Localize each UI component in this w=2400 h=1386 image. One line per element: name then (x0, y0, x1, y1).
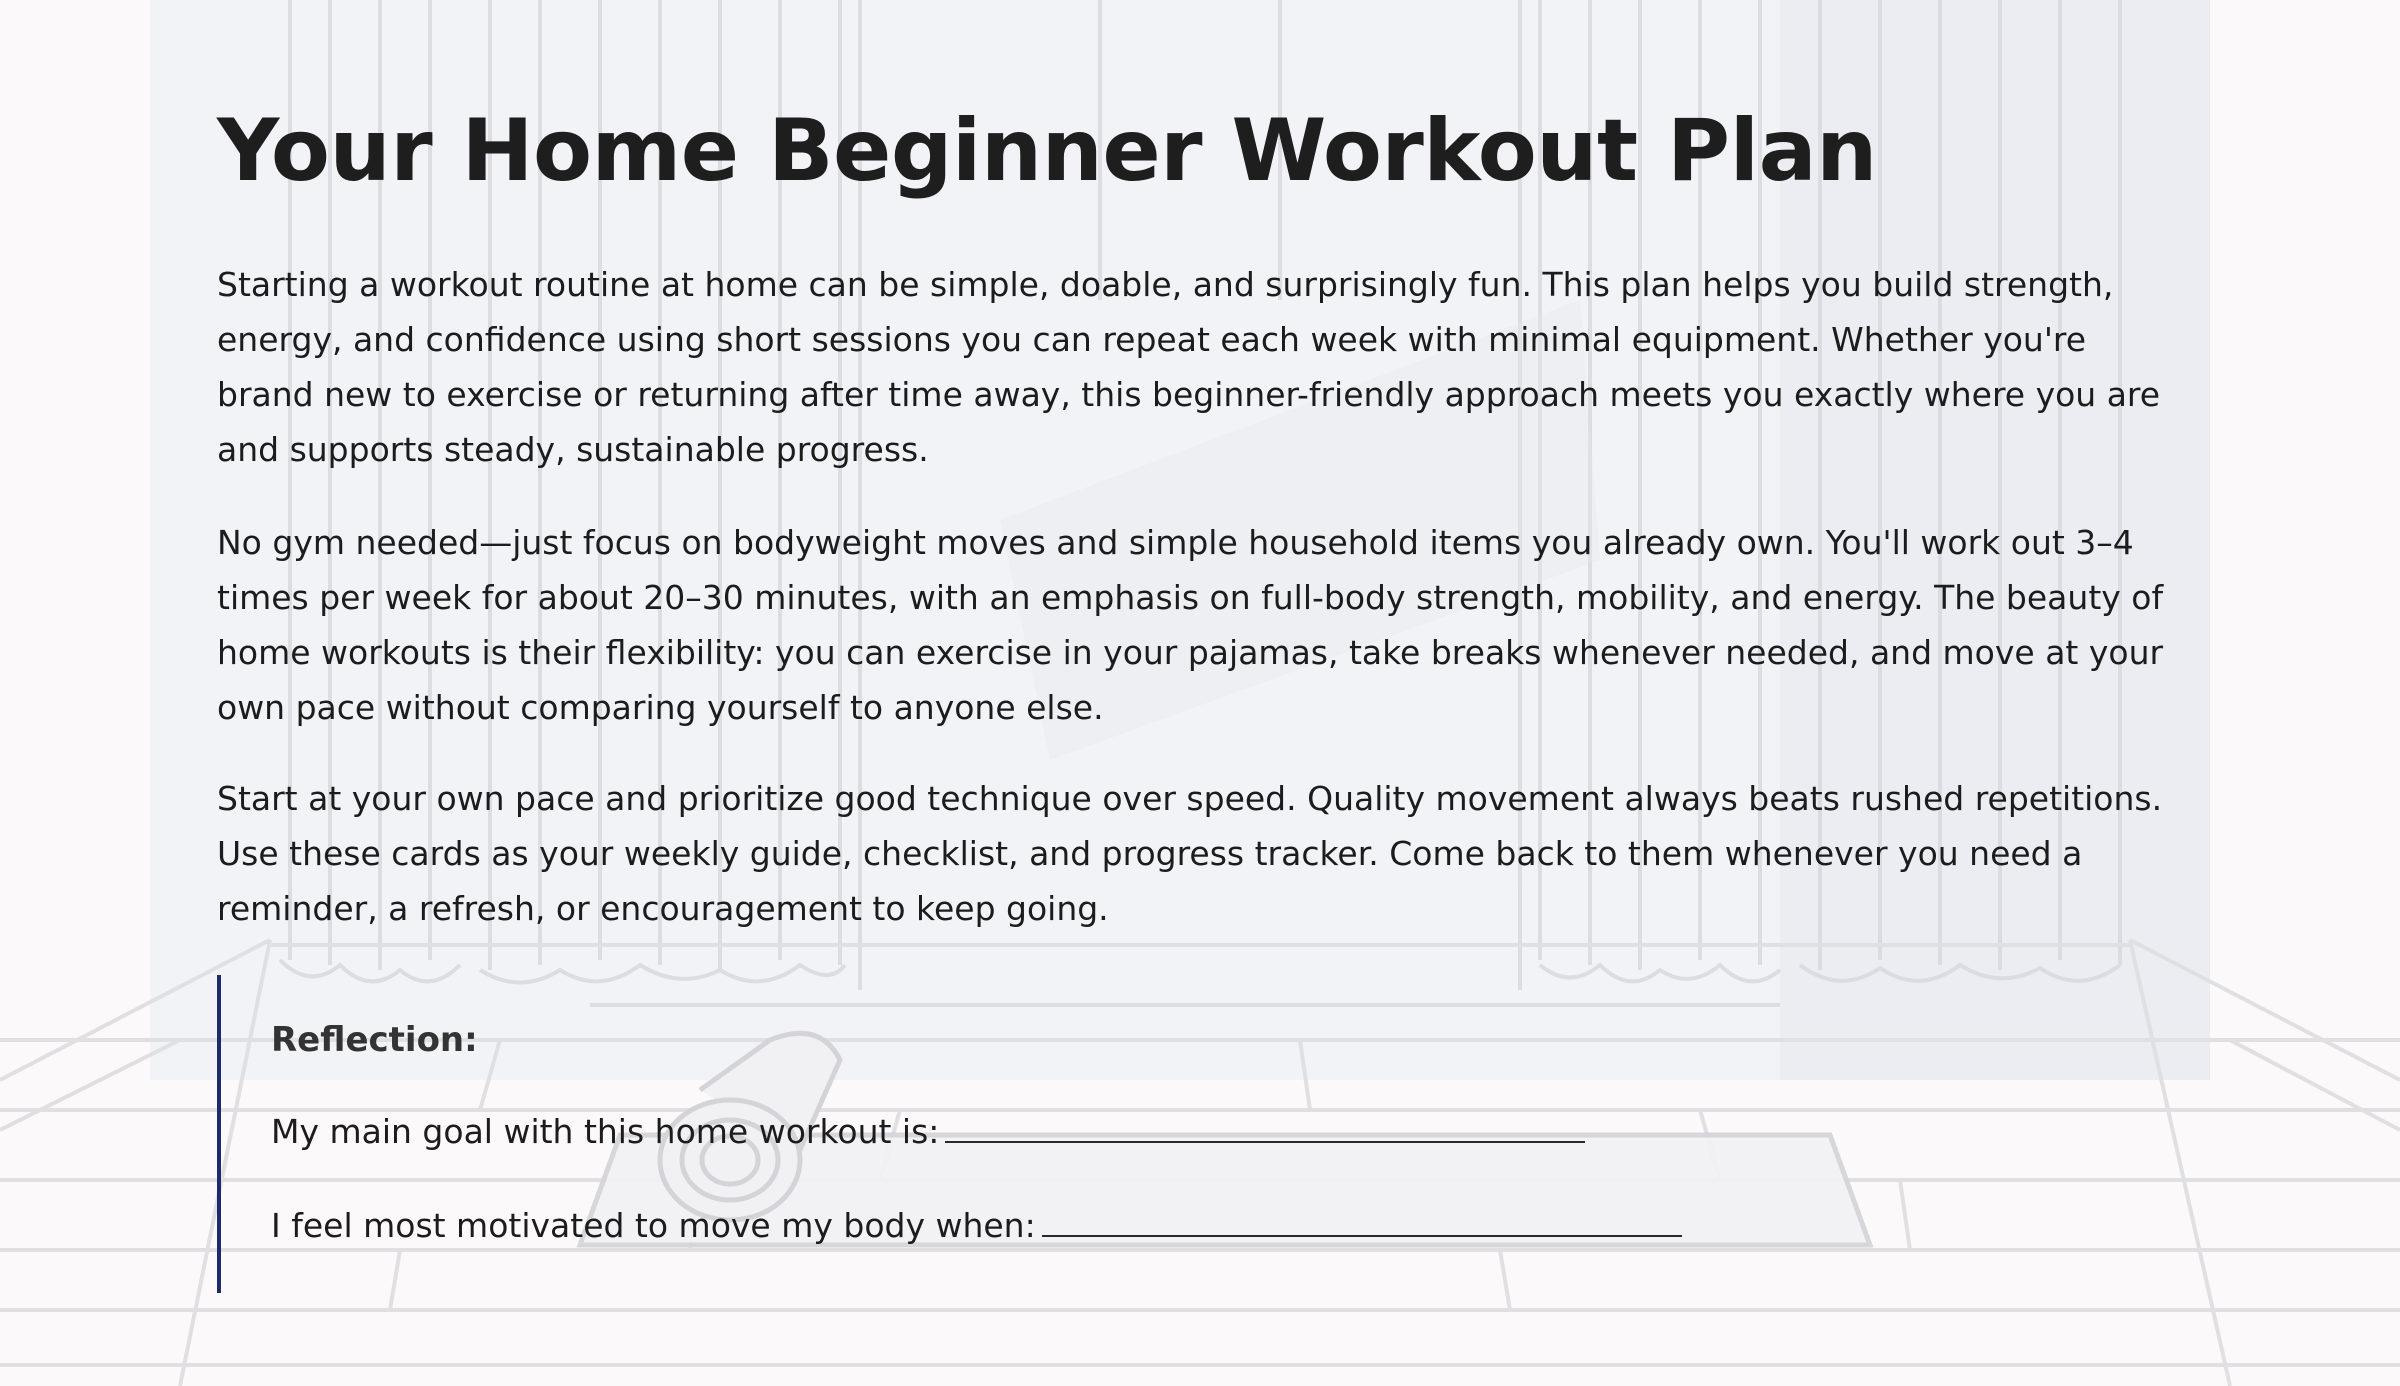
motivation-answer-blank[interactable] (1042, 1205, 1682, 1237)
reflection-box (217, 975, 2121, 1293)
equipment-paragraph: No gym needed—just focus on bodyweight moves and simple household items you already own. You'll work out 3–4 times per week for about 20–30 minutes, with an emphasis on full-body strength, mobility, and energy. The beauty of home workouts is their flexibility: you can exercise in your pajamas, take breaks whenever needed, and move at your own pace without comparing yourself to anyone else. (217, 523, 2164, 727)
technique-paragraph: Start at your own pace and prioritize good technique over speed. Quality movement always beats rushed repetitions. Use these cards as your weekly guide, checklist, and progress tracker. Come back to them whenever you need a reminder, a refresh, or encouragement to keep going. (217, 779, 2163, 928)
reflection-heading: Reflection: (271, 1020, 478, 1060)
reflection-prompt-motivation-label: I feel most motivated to move my body when: (271, 1206, 1036, 1245)
reflection-prompt-goal-label: My main goal with this home workout is: (271, 1112, 940, 1151)
page-title: Your Home Beginner Workout Plan (217, 101, 1877, 201)
intro-paragraph: Starting a workout routine at home can be simple, doable, and surprisingly fun. This plan helps you build strength, energy, and confidence using short sessions you can repeat each week with minimal equipment. Whether you're brand new to exercise or returning after time away, this beginner-friendly approach meets you exactly where you are and supports steady, sustainable progress. (217, 265, 2161, 469)
goal-answer-blank[interactable] (945, 1111, 1585, 1143)
reflection-prompt-goal (271, 1110, 1585, 1154)
reflection-prompt-motivation (271, 1204, 1682, 1248)
